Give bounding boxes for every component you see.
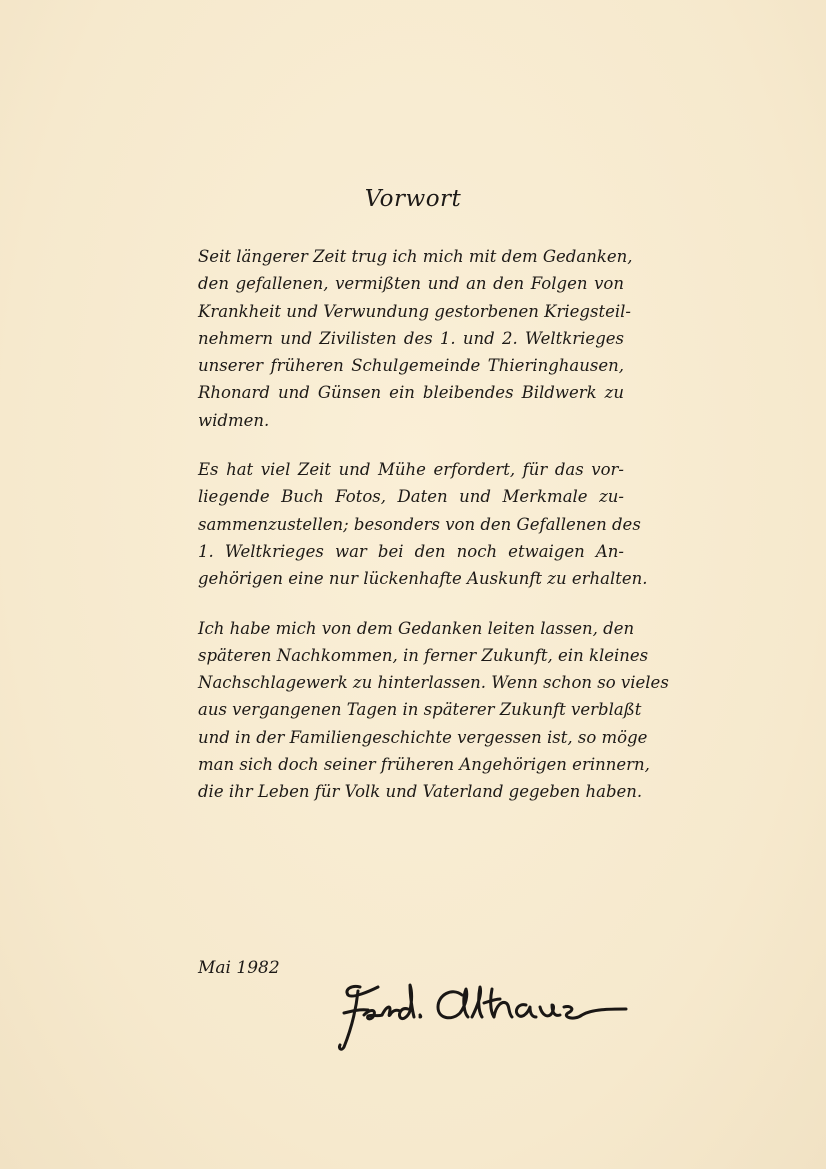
text-line: liegende Buch Fotos, Daten und Merkmale zu- xyxy=(198,487,624,507)
text-line: Es hat viel Zeit und Mühe erfordert, für das vor- xyxy=(198,460,624,480)
text-line: widmen. xyxy=(198,410,270,430)
text-line: den gefallenen, vermißten und an den Folgen von xyxy=(198,274,624,294)
text-line: Seit längerer Zeit trug ich mich mit dem Gedanken, xyxy=(198,247,633,266)
document-body xyxy=(198,243,669,828)
handwritten-signature xyxy=(330,965,640,1055)
paragraph-1 xyxy=(198,243,633,434)
document-title: Vorwort xyxy=(364,186,462,212)
text-line: Rhonard und Günsen ein bleibendes Bildwerk zu xyxy=(198,383,624,403)
text-line: Krankheit und Verwundung gestorbenen Kriegsteil- xyxy=(198,301,631,321)
text-line: nehmern und Zivilisten des 1. und 2. Weltkrieges xyxy=(198,328,624,348)
text-line: gehörigen eine nur lückenhafte Auskunft zu erhalten. xyxy=(198,569,648,589)
text-line: 1. Weltkrieges war bei den noch etwaigen An- xyxy=(198,541,624,561)
text-line: sammenzustellen; besonders von den Gefallenen des xyxy=(198,514,641,534)
paragraph-2 xyxy=(198,456,648,592)
text-line: unserer früheren Schulgemeinde Thieringhausen, xyxy=(198,356,624,376)
text-line: Nachschlagewerk zu hinterlassen. Wenn schon so vieles xyxy=(198,673,669,693)
text-line: späteren Nachkommen, in ferner Zukunft, ein kleines xyxy=(198,645,649,665)
text-line: und in der Familiengeschichte vergessen ist, so möge xyxy=(198,727,648,747)
text-line: die ihr Leben für Volk und Vaterland gegeben haben. xyxy=(198,782,643,802)
text-line: man sich doch seiner früheren Angehörigen erinnern, xyxy=(198,755,650,775)
document-date: Mai 1982 xyxy=(198,958,280,978)
paragraph-3 xyxy=(198,615,669,806)
text-line: aus vergangenen Tagen in späterer Zukunft verblaßt xyxy=(198,700,642,720)
text-line: Ich habe mich von dem Gedanken leiten lassen, den xyxy=(198,618,635,638)
